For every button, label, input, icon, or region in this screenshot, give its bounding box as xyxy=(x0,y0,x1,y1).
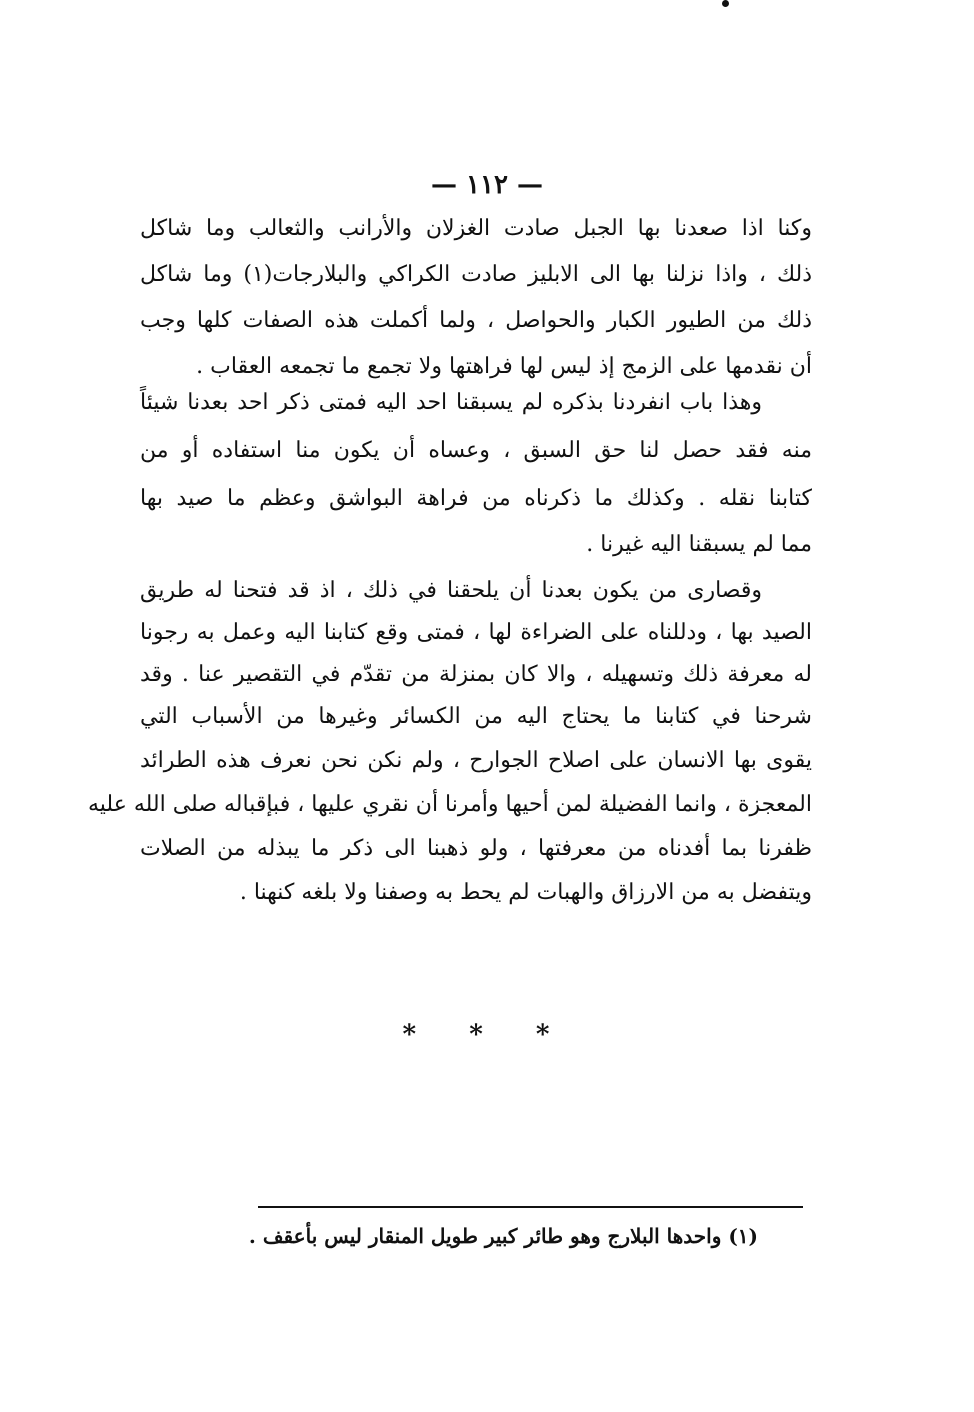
ink-speck xyxy=(722,0,729,7)
paragraph-2 xyxy=(140,380,812,564)
text-line: كتابنا نقله . وكذلك ما ذكرناه من فراهة البواشق وعظم ما صيد بها xyxy=(140,486,812,511)
text-line: شرحنا في كتابنا ما يحتاج اليه من الكسائر وغيرها من الأسباب التي xyxy=(140,704,812,729)
text-line: مما لم يسبقنا اليه غيرنا . xyxy=(586,532,812,557)
paragraph-1 xyxy=(140,206,812,390)
text-line: ذلك من الطيور الكبار والحواصل ، ولما أكملت هذه الصفات كلها وجب xyxy=(140,308,812,333)
text-line: وهذا باب انفردنا بذكره لم يسبقنا احد اليه فمتى ذكر احد بعدنا شيئاً xyxy=(140,390,762,415)
text-line: الصيد بها ، ودللناه على الضراءة لها ، فمتى وقع كتابنا اليه وعمل به رجونا xyxy=(140,620,812,645)
page-number: — ١١٢ — xyxy=(430,170,544,200)
text-line: وقصارى من يكون بعدنا أن يلحقنا في ذلك ، اذ قد فتحنا له طريق xyxy=(140,578,762,603)
text-line: يقوى بها الانسان على اصلاح الجوارح ، ولم نكن نحن نعرف هذه الطرائد xyxy=(140,748,812,773)
text-line: ذلك ، واذا نزلنا بها الى الابليز صادت الكراكي والبلارجات(١) وما شاكل xyxy=(140,262,813,287)
text-line: له معرفة ذلك وتسهيله ، والا كان بمنزلة من تقدّم في التقصير عنا . وقد xyxy=(140,662,812,687)
text-line: وكنا اذا صعدنا بها الجبل صادت الغزلان والأرانب والثعالب وما شاكل xyxy=(140,216,812,241)
text-line: المعجزة ، وانما الفضيلة لمن أحيها وأمرنا أن نقري عليها ، فبإقباله صلى الله عليه xyxy=(87,792,812,817)
text-line: ظفرنا بما أفدناه من معرفتها ، ولو ذهبنا الى ذكر ما يبذله من الصلات xyxy=(140,836,812,861)
section-separator: * * * xyxy=(402,1020,572,1050)
text-line: أن نقدمها على الزمج إذ ليس لها فراهتها ولا تجمع ما تجمعه العقاب . xyxy=(196,354,812,379)
text-line: منه فقد حصل لنا حق السبق ، وعساه أن يكون منا استفاده أو من xyxy=(140,438,812,463)
footnote: (١) واحدها البلارج وهو طائر كبير طويل المنقار ليس بأعقف . xyxy=(248,1224,758,1248)
text-line: ويتفضل به من الارزاق والهبات لم يحط به وصفنا ولا بلغه كنهنا . xyxy=(239,880,812,905)
footnote-rule xyxy=(258,1206,803,1208)
paragraph-3 xyxy=(87,568,812,918)
